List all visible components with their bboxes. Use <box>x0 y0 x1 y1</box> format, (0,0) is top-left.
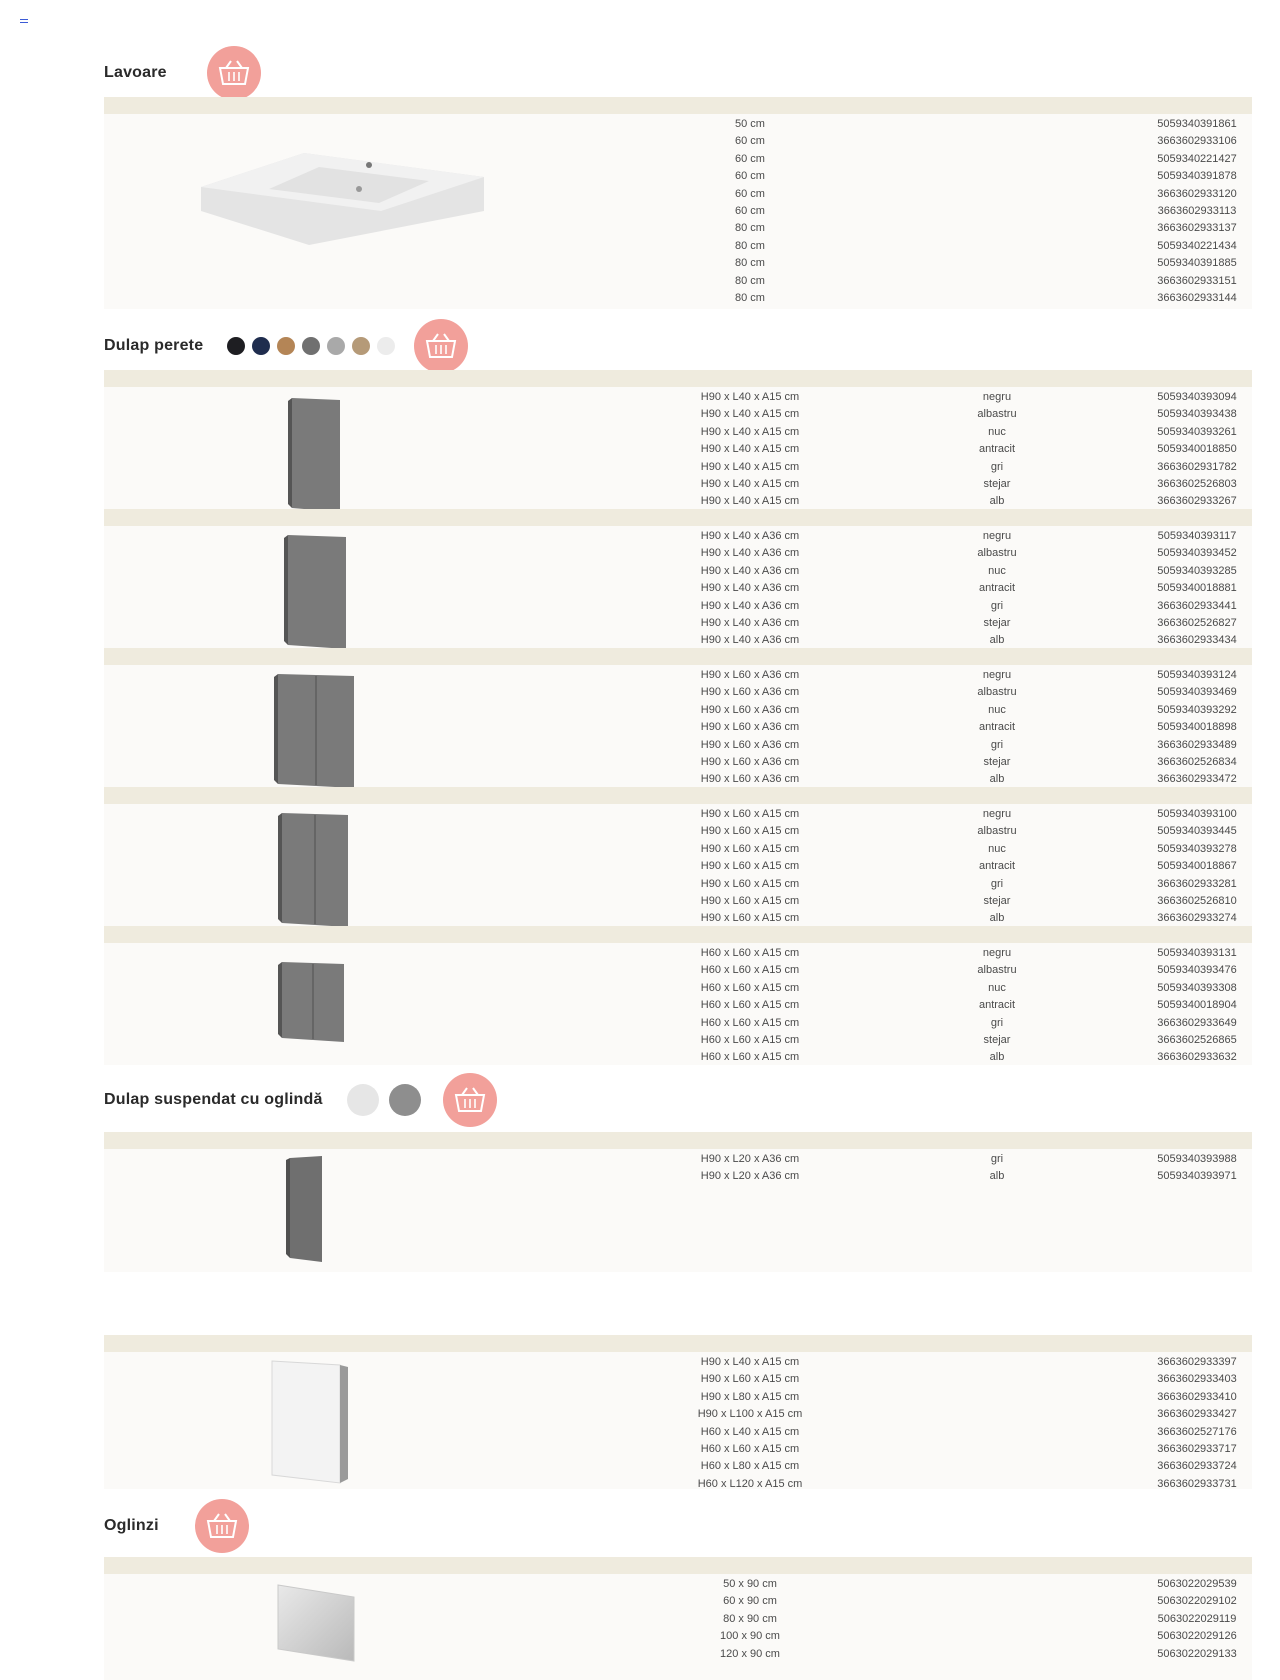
size-cell: H60 x L60 x A15 cm <box>700 964 800 977</box>
color-cell: antracit <box>978 443 1016 456</box>
table-row <box>104 704 1252 721</box>
ean-cell: 3663602933472 <box>1157 773 1237 786</box>
product-block-dulap-perete <box>104 926 1252 1065</box>
table-row <box>104 999 1252 1016</box>
product-rows <box>104 530 1252 652</box>
basket-icon[interactable] <box>195 1499 249 1553</box>
size-cell: H90 x L40 x A15 cm <box>700 460 800 473</box>
table-header-bar <box>104 1132 1252 1149</box>
table-row <box>104 1630 1252 1647</box>
size-cell: 80 cm <box>735 239 765 252</box>
size-cell: H60 x L60 x A15 cm <box>700 981 800 994</box>
size-cell: 60 cm <box>735 170 765 183</box>
table-row <box>104 1460 1252 1477</box>
color-cell: antracit <box>978 860 1016 873</box>
table-row <box>104 1034 1252 1051</box>
product-rows <box>104 1153 1252 1188</box>
ean-cell: 5059340221427 <box>1157 152 1237 165</box>
size-cell: H90 x L40 x A36 cm <box>700 599 800 612</box>
ean-cell: 3663602933649 <box>1157 1016 1237 1029</box>
table-header-bar <box>104 97 1252 114</box>
basket-icon[interactable] <box>207 46 261 100</box>
section-header-dulap-perete <box>104 316 468 376</box>
ean-cell: 3663602933137 <box>1157 222 1237 235</box>
ean-cell: 3663602933427 <box>1157 1408 1237 1421</box>
size-cell: 60 cm <box>735 135 765 148</box>
table-row <box>104 205 1252 222</box>
color-cell: nuc <box>988 425 1006 438</box>
table-row <box>104 825 1252 842</box>
table-row <box>104 1648 1252 1665</box>
basket-icon[interactable] <box>414 319 468 373</box>
size-cell: H90 x L40 x A15 cm <box>700 443 800 456</box>
ean-cell: 3663602933120 <box>1157 187 1237 200</box>
section-title: Dulap perete <box>104 337 204 354</box>
color-cell: alb <box>989 634 1005 647</box>
table-row <box>104 153 1252 170</box>
product-rows <box>104 808 1252 930</box>
table-header-bar <box>104 787 1252 804</box>
size-cell: 100 x 90 cm <box>720 1630 780 1643</box>
product-block-dulap-perete <box>104 787 1252 926</box>
color-cell: stejar <box>983 1033 1011 1046</box>
product-block-oglinda-1 <box>104 1132 1252 1272</box>
basket-icon[interactable] <box>443 1073 497 1127</box>
ean-cell: 5059340221434 <box>1157 239 1237 252</box>
ean-cell: 5059340391885 <box>1157 257 1237 270</box>
section-header-dulap-oglinda <box>104 1070 497 1130</box>
ean-cell: 5059340393124 <box>1157 669 1237 681</box>
ean-cell: 5059340393278 <box>1157 842 1237 855</box>
ean-cell: 3663602527176 <box>1157 1425 1237 1438</box>
table-row <box>104 426 1252 443</box>
ean-cell: 3663602931782 <box>1157 460 1237 473</box>
ean-cell: 5059340393438 <box>1157 408 1237 421</box>
size-cell: H90 x L60 x A36 cm <box>700 773 800 786</box>
table-row <box>104 1017 1252 1034</box>
ean-cell: 3663602933113 <box>1157 204 1237 217</box>
table-header-bar <box>104 509 1252 526</box>
ean-cell: 5059340018850 <box>1157 443 1237 456</box>
color-swatch[interactable] <box>302 337 320 355</box>
color-swatch[interactable] <box>377 337 395 355</box>
table-row <box>104 170 1252 187</box>
ean-cell: 3663602933144 <box>1157 291 1237 304</box>
ean-cell: 5063022029133 <box>1157 1647 1237 1660</box>
table-row <box>104 461 1252 478</box>
table-row <box>104 669 1252 686</box>
ean-cell: 5059340391878 <box>1157 170 1237 183</box>
color-cell: nuc <box>988 703 1006 716</box>
color-swatch[interactable] <box>277 337 295 355</box>
ean-cell: 5063022029126 <box>1157 1630 1237 1643</box>
size-cell: H90 x L40 x A36 cm <box>700 634 800 647</box>
ean-cell: 5063022029539 <box>1157 1578 1237 1590</box>
size-cell: H90 x L60 x A36 cm <box>700 755 800 768</box>
color-cell: negru <box>982 530 1012 542</box>
size-cell: H90 x L60 x A15 cm <box>700 825 800 838</box>
color-cell: alb <box>989 773 1005 786</box>
table-row <box>104 1051 1252 1068</box>
table-row <box>104 240 1252 257</box>
ean-cell: 3663602933717 <box>1157 1442 1237 1455</box>
table-row <box>104 982 1252 999</box>
color-cell: negru <box>982 808 1012 820</box>
ean-cell: 5059340393292 <box>1157 703 1237 716</box>
table-row <box>104 391 1252 408</box>
ean-cell: 3663602933632 <box>1157 1051 1237 1064</box>
table-row <box>104 547 1252 564</box>
size-cell: H90 x L20 x A36 cm <box>700 1170 800 1183</box>
table-row <box>104 1373 1252 1390</box>
ean-cell: 3663602933441 <box>1157 599 1237 612</box>
color-swatch[interactable] <box>252 337 270 355</box>
ean-cell: 3663602933403 <box>1157 1373 1237 1386</box>
ean-cell: 5063022029102 <box>1157 1595 1237 1608</box>
size-cell: H90 x L80 x A15 cm <box>700 1390 800 1403</box>
table-row <box>104 1443 1252 1460</box>
size-cell: H90 x L40 x A15 cm <box>700 495 800 508</box>
color-cell: antracit <box>978 582 1016 595</box>
size-cell: H60 x L60 x A15 cm <box>700 947 800 959</box>
ean-cell: 5059340393476 <box>1157 964 1237 977</box>
ean-cell: 3663602933397 <box>1157 1356 1237 1368</box>
size-cell: H90 x L40 x A36 cm <box>700 582 800 595</box>
color-cell: stejar <box>983 477 1011 490</box>
table-row <box>104 895 1252 912</box>
size-cell: 120 x 90 cm <box>720 1647 780 1660</box>
size-cell: H90 x L60 x A15 cm <box>700 894 800 907</box>
color-swatch[interactable] <box>352 337 370 355</box>
size-cell: H90 x L20 x A36 cm <box>700 1153 800 1165</box>
size-cell: H90 x L60 x A36 cm <box>700 703 800 716</box>
section-title: Lavoare <box>104 64 167 81</box>
table-header-bar <box>104 1335 1252 1352</box>
table-row <box>104 686 1252 703</box>
ean-cell: 5059340393285 <box>1157 564 1237 577</box>
table-row <box>104 1408 1252 1425</box>
product-block-oglinda-2 <box>104 1335 1252 1489</box>
color-cell: stejar <box>983 755 1011 768</box>
table-row <box>104 756 1252 773</box>
ean-cell: 3663602933267 <box>1157 495 1237 508</box>
size-cell: 60 cm <box>735 152 765 165</box>
color-cell: alb <box>989 1170 1005 1183</box>
ean-cell: 3663602933151 <box>1157 274 1237 287</box>
color-cell: nuc <box>988 842 1006 855</box>
product-block-dulap-perete <box>104 370 1252 509</box>
color-swatches <box>227 337 402 355</box>
table-row <box>104 947 1252 964</box>
table-row <box>104 600 1252 617</box>
table-row <box>104 478 1252 495</box>
color-swatches <box>347 1084 431 1116</box>
color-cell: negru <box>982 391 1012 403</box>
size-cell: H90 x L60 x A15 cm <box>700 1373 800 1386</box>
table-row <box>104 617 1252 634</box>
table-row <box>104 1578 1252 1595</box>
section-title: Dulap suspendat cu oglindă <box>104 1091 323 1108</box>
ean-cell: 5059340393988 <box>1157 1153 1237 1165</box>
ean-cell: 5059340393452 <box>1157 547 1237 560</box>
ean-cell: 5059340018881 <box>1157 582 1237 595</box>
ean-cell: 5059340018898 <box>1157 721 1237 734</box>
ean-cell: 5059340018867 <box>1157 860 1237 873</box>
color-cell: gri <box>990 599 1004 612</box>
size-cell: H90 x L60 x A36 cm <box>700 686 800 699</box>
product-rows <box>104 1578 1252 1665</box>
size-cell: H60 x L60 x A15 cm <box>700 1016 800 1029</box>
color-cell: negru <box>982 669 1012 681</box>
table-row <box>104 222 1252 239</box>
ean-cell: 5059340393469 <box>1157 686 1237 699</box>
size-cell: H90 x L40 x A36 cm <box>700 530 800 542</box>
size-cell: H60 x L80 x A15 cm <box>700 1460 800 1473</box>
table-row <box>104 275 1252 292</box>
table-header-bar <box>104 1557 1252 1574</box>
size-cell: H90 x L40 x A36 cm <box>700 547 800 560</box>
ean-cell: 3663602526865 <box>1157 1033 1237 1046</box>
size-cell: H90 x L60 x A15 cm <box>700 808 800 820</box>
table-row <box>104 118 1252 135</box>
size-cell: 80 cm <box>735 222 765 235</box>
size-cell: H90 x L100 x A15 cm <box>697 1408 803 1421</box>
color-cell: gri <box>990 460 1004 473</box>
size-cell: H60 x L60 x A15 cm <box>700 1033 800 1046</box>
size-cell: 50 x 90 cm <box>723 1578 777 1590</box>
product-rows <box>104 118 1252 309</box>
color-cell: alb <box>989 495 1005 508</box>
table-row <box>104 565 1252 582</box>
color-swatch[interactable] <box>389 1084 421 1116</box>
ean-cell: 5059340393971 <box>1157 1170 1237 1183</box>
ean-cell: 5063022029119 <box>1157 1612 1237 1625</box>
ean-cell: 3663602933434 <box>1157 634 1237 647</box>
size-cell: H90 x L40 x A15 cm <box>700 391 800 403</box>
ean-cell: 3663602933106 <box>1157 135 1237 148</box>
table-row <box>104 1595 1252 1612</box>
ean-cell: 3663602933731 <box>1157 1477 1237 1490</box>
table-row <box>104 739 1252 756</box>
table-row <box>104 860 1252 877</box>
table-row <box>104 1426 1252 1443</box>
table-row <box>104 721 1252 738</box>
ean-cell: 3663602526803 <box>1157 477 1237 490</box>
color-cell: negru <box>982 947 1012 959</box>
size-cell: 80 cm <box>735 274 765 287</box>
table-row <box>104 408 1252 425</box>
size-cell: H90 x L60 x A15 cm <box>700 842 800 855</box>
size-cell: H90 x L60 x A36 cm <box>700 721 800 734</box>
product-rows <box>104 1356 1252 1495</box>
color-cell: nuc <box>988 981 1006 994</box>
table-header-bar <box>104 370 1252 387</box>
size-cell: 80 x 90 cm <box>723 1612 777 1625</box>
table-row <box>104 843 1252 860</box>
color-cell: stejar <box>983 894 1011 907</box>
section-header-oglinzi <box>104 1496 249 1556</box>
size-cell: 60 x 90 cm <box>723 1595 777 1608</box>
ean-cell: 3663602933724 <box>1157 1460 1237 1473</box>
table-row <box>104 188 1252 205</box>
table-row <box>104 1153 1252 1170</box>
table-header-bar <box>104 926 1252 943</box>
menu-icon[interactable] <box>20 19 28 26</box>
color-cell: albastru <box>977 408 1017 421</box>
ean-cell: 3663602933274 <box>1157 912 1237 925</box>
color-cell: albastru <box>977 686 1017 699</box>
size-cell: 80 cm <box>735 291 765 304</box>
ean-cell: 5059340393117 <box>1157 530 1237 542</box>
size-cell: H90 x L60 x A15 cm <box>700 860 800 873</box>
size-cell: H90 x L40 x A15 cm <box>700 425 800 438</box>
size-cell: H90 x L60 x A15 cm <box>700 877 800 890</box>
product-rows <box>104 391 1252 513</box>
table-row <box>104 1613 1252 1630</box>
color-cell: stejar <box>983 616 1011 629</box>
section-header-lavoare <box>104 43 261 103</box>
product-block-dulap-perete <box>104 509 1252 648</box>
size-cell: H90 x L60 x A36 cm <box>700 669 800 681</box>
color-swatch[interactable] <box>347 1084 379 1116</box>
size-cell: 60 cm <box>735 204 765 217</box>
section-title: Oglinzi <box>104 1517 159 1534</box>
color-cell: nuc <box>988 564 1006 577</box>
color-cell: gri <box>990 1016 1004 1029</box>
size-cell: 50 cm <box>735 118 765 130</box>
table-row <box>104 582 1252 599</box>
product-block-oglinzi <box>104 1557 1252 1680</box>
size-cell: H60 x L60 x A15 cm <box>700 999 800 1012</box>
table-row <box>104 1170 1252 1187</box>
ean-cell: 3663602933489 <box>1157 738 1237 751</box>
size-cell: H90 x L40 x A15 cm <box>700 408 800 421</box>
product-rows <box>104 947 1252 1069</box>
ean-cell: 5059340393445 <box>1157 825 1237 838</box>
ean-cell: 5059340391861 <box>1157 118 1237 130</box>
ean-cell: 5059340393261 <box>1157 425 1237 438</box>
ean-cell: 5059340393308 <box>1157 981 1237 994</box>
color-cell: albastru <box>977 825 1017 838</box>
color-cell: albastru <box>977 547 1017 560</box>
table-row <box>104 1478 1252 1495</box>
size-cell: H90 x L40 x A15 cm <box>700 477 800 490</box>
table-row <box>104 443 1252 460</box>
ean-cell: 3663602526834 <box>1157 755 1237 768</box>
table-row <box>104 1356 1252 1373</box>
table-row <box>104 292 1252 309</box>
table-row <box>104 530 1252 547</box>
table-row <box>104 257 1252 274</box>
size-cell: 60 cm <box>735 187 765 200</box>
color-cell: gri <box>990 1153 1004 1165</box>
size-cell: 80 cm <box>735 257 765 270</box>
color-cell: antracit <box>978 999 1016 1012</box>
product-block-lavoare <box>104 97 1252 309</box>
color-cell: albastru <box>977 964 1017 977</box>
ean-cell: 3663602933281 <box>1157 877 1237 890</box>
ean-cell: 3663602933410 <box>1157 1390 1237 1403</box>
size-cell: H90 x L60 x A15 cm <box>700 912 800 925</box>
size-cell: H90 x L40 x A36 cm <box>700 616 800 629</box>
table-header-bar <box>104 648 1252 665</box>
product-rows <box>104 669 1252 791</box>
color-cell: gri <box>990 738 1004 751</box>
table-row <box>104 964 1252 981</box>
size-cell: H60 x L60 x A15 cm <box>700 1442 800 1455</box>
ean-cell: 3663602526827 <box>1157 616 1237 629</box>
color-cell: alb <box>989 1051 1005 1064</box>
color-swatch[interactable] <box>327 337 345 355</box>
color-cell: alb <box>989 912 1005 925</box>
ean-cell: 5059340018904 <box>1157 999 1237 1012</box>
size-cell: H60 x L60 x A15 cm <box>700 1051 800 1064</box>
size-cell: H90 x L40 x A36 cm <box>700 564 800 577</box>
ean-cell: 3663602526810 <box>1157 894 1237 907</box>
size-cell: H90 x L60 x A36 cm <box>700 738 800 751</box>
ean-cell: 5059340393094 <box>1157 391 1237 403</box>
table-row <box>104 1391 1252 1408</box>
size-cell: H60 x L40 x A15 cm <box>700 1425 800 1438</box>
product-block-dulap-perete <box>104 648 1252 787</box>
color-cell: antracit <box>978 721 1016 734</box>
table-row <box>104 878 1252 895</box>
size-cell: H90 x L40 x A15 cm <box>700 1356 800 1368</box>
ean-cell: 5059340393100 <box>1157 808 1237 820</box>
size-cell: H60 x L120 x A15 cm <box>697 1477 803 1490</box>
table-row <box>104 808 1252 825</box>
color-cell: gri <box>990 877 1004 890</box>
ean-cell: 5059340393131 <box>1157 947 1237 959</box>
color-swatch[interactable] <box>227 337 245 355</box>
table-row <box>104 135 1252 152</box>
